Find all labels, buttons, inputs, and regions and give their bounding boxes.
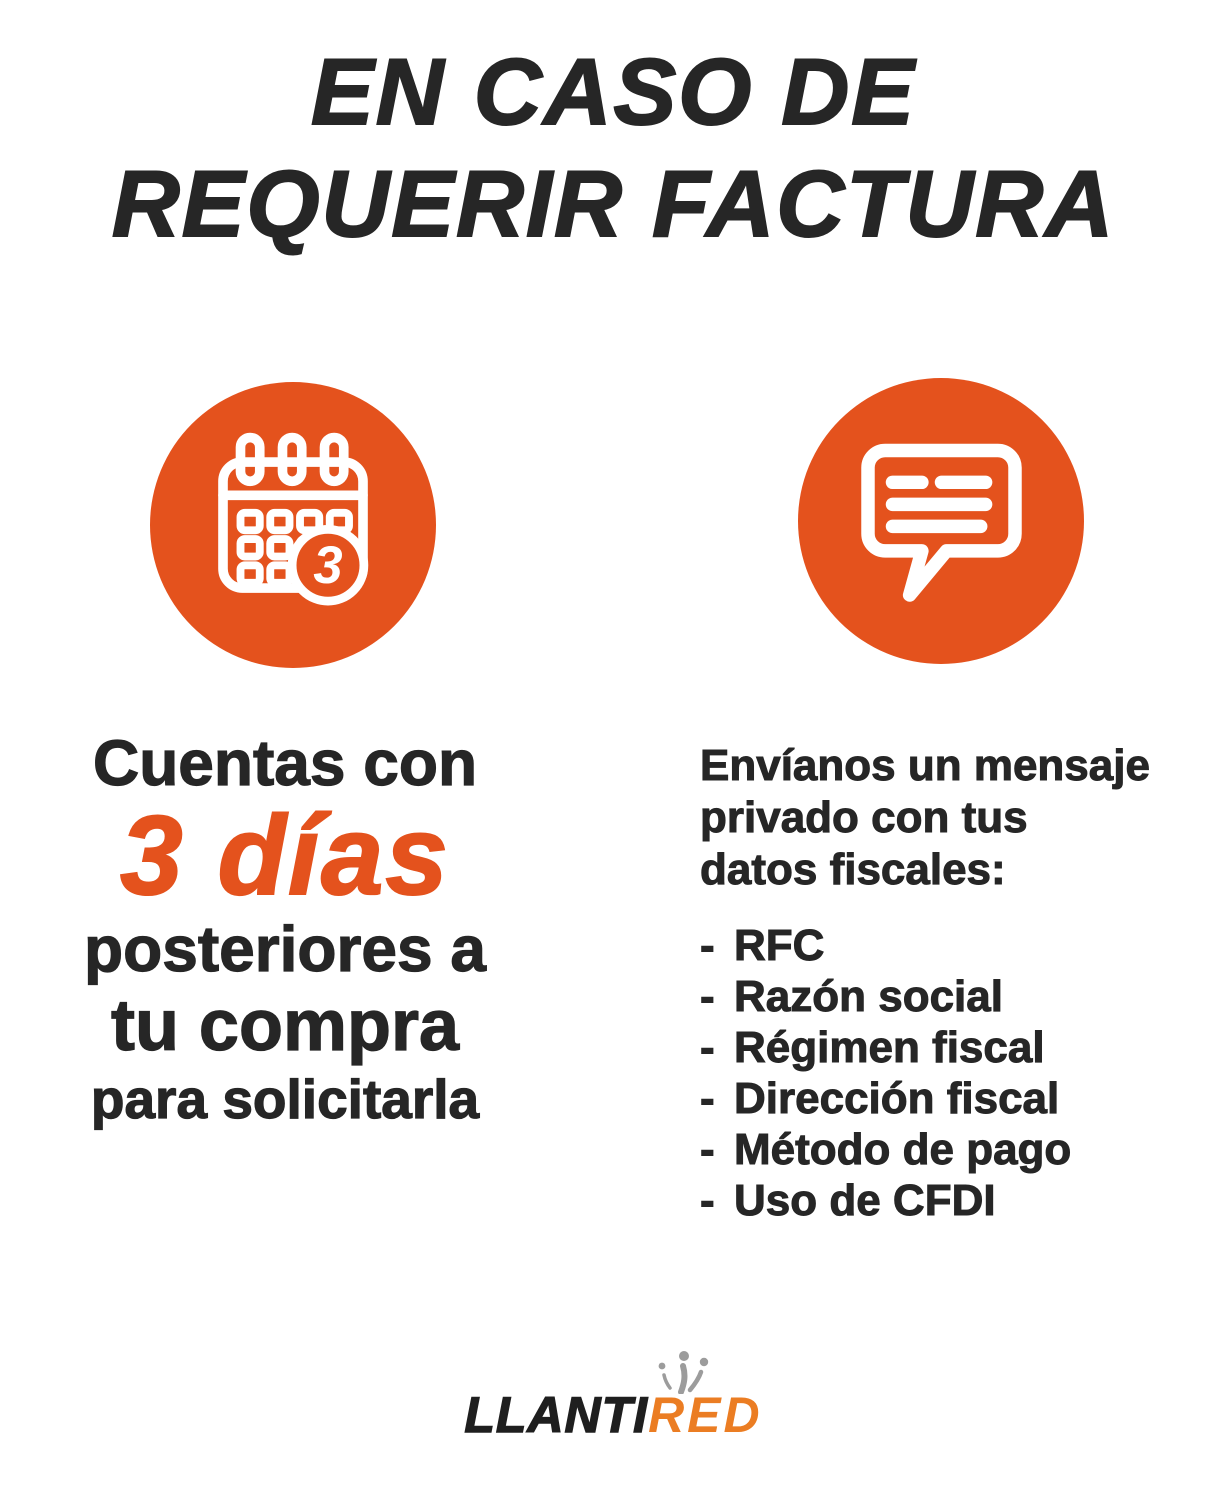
list-item-razon-social xyxy=(700,971,1190,1022)
list-bullet: - xyxy=(700,921,715,970)
list-bullet: - xyxy=(700,1074,715,1123)
deadline-text-block xyxy=(10,726,560,1132)
calendar-icon xyxy=(150,382,436,668)
list-item-direccion-fiscal xyxy=(700,1073,1190,1124)
list-bullet: - xyxy=(700,1176,715,1225)
instructions-intro xyxy=(700,740,1190,896)
list-item-label: Dirección fiscal xyxy=(734,1074,1060,1123)
title-line-2: REQUERIR FACTURA xyxy=(111,151,1116,256)
fiscal-data-list xyxy=(700,920,1190,1226)
list-bullet: - xyxy=(700,1125,715,1174)
list-item-label: RFC xyxy=(734,921,825,970)
message-instructions-block xyxy=(700,740,1190,1226)
deadline-line-4: para solicitarla xyxy=(90,1068,480,1130)
list-item-label: Régimen fiscal xyxy=(734,1023,1045,1072)
calendar-3-days-icon xyxy=(188,420,398,630)
list-item-rfc xyxy=(700,920,1190,971)
logo-wordmark xyxy=(0,1387,1227,1443)
logo-text-red: RED xyxy=(648,1387,763,1443)
deadline-line-3: tu compra xyxy=(110,986,460,1066)
logo-text-llanti: LLANTI xyxy=(464,1387,649,1443)
page-title xyxy=(0,36,1227,260)
list-item-uso-de-cfdi xyxy=(700,1175,1190,1226)
logo-splash-icon xyxy=(648,1348,714,1394)
list-item-label: Razón social xyxy=(734,972,1003,1021)
deadline-line-1: Cuentas con xyxy=(92,727,478,799)
intro-line-1: Envíanos un mensaje xyxy=(700,741,1150,790)
list-bullet: - xyxy=(700,1023,715,1072)
list-bullet: - xyxy=(700,972,715,1021)
intro-line-2: privado con tus xyxy=(700,793,1028,842)
calendar-badge-number: 3 xyxy=(313,535,343,595)
title-line-1: EN CASO DE xyxy=(311,39,916,144)
deadline-highlight-3-days: 3 días xyxy=(120,793,450,918)
list-item-regimen-fiscal xyxy=(700,1022,1190,1073)
deadline-line-2: posteriores a xyxy=(84,913,486,985)
list-item-metodo-de-pago xyxy=(700,1124,1190,1175)
intro-line-3: datos fiscales: xyxy=(700,845,1006,894)
chat-message-icon xyxy=(798,378,1084,664)
speech-bubble-icon xyxy=(819,399,1064,644)
list-item-label: Uso de CFDI xyxy=(734,1176,996,1225)
list-item-label: Método de pago xyxy=(734,1125,1072,1174)
